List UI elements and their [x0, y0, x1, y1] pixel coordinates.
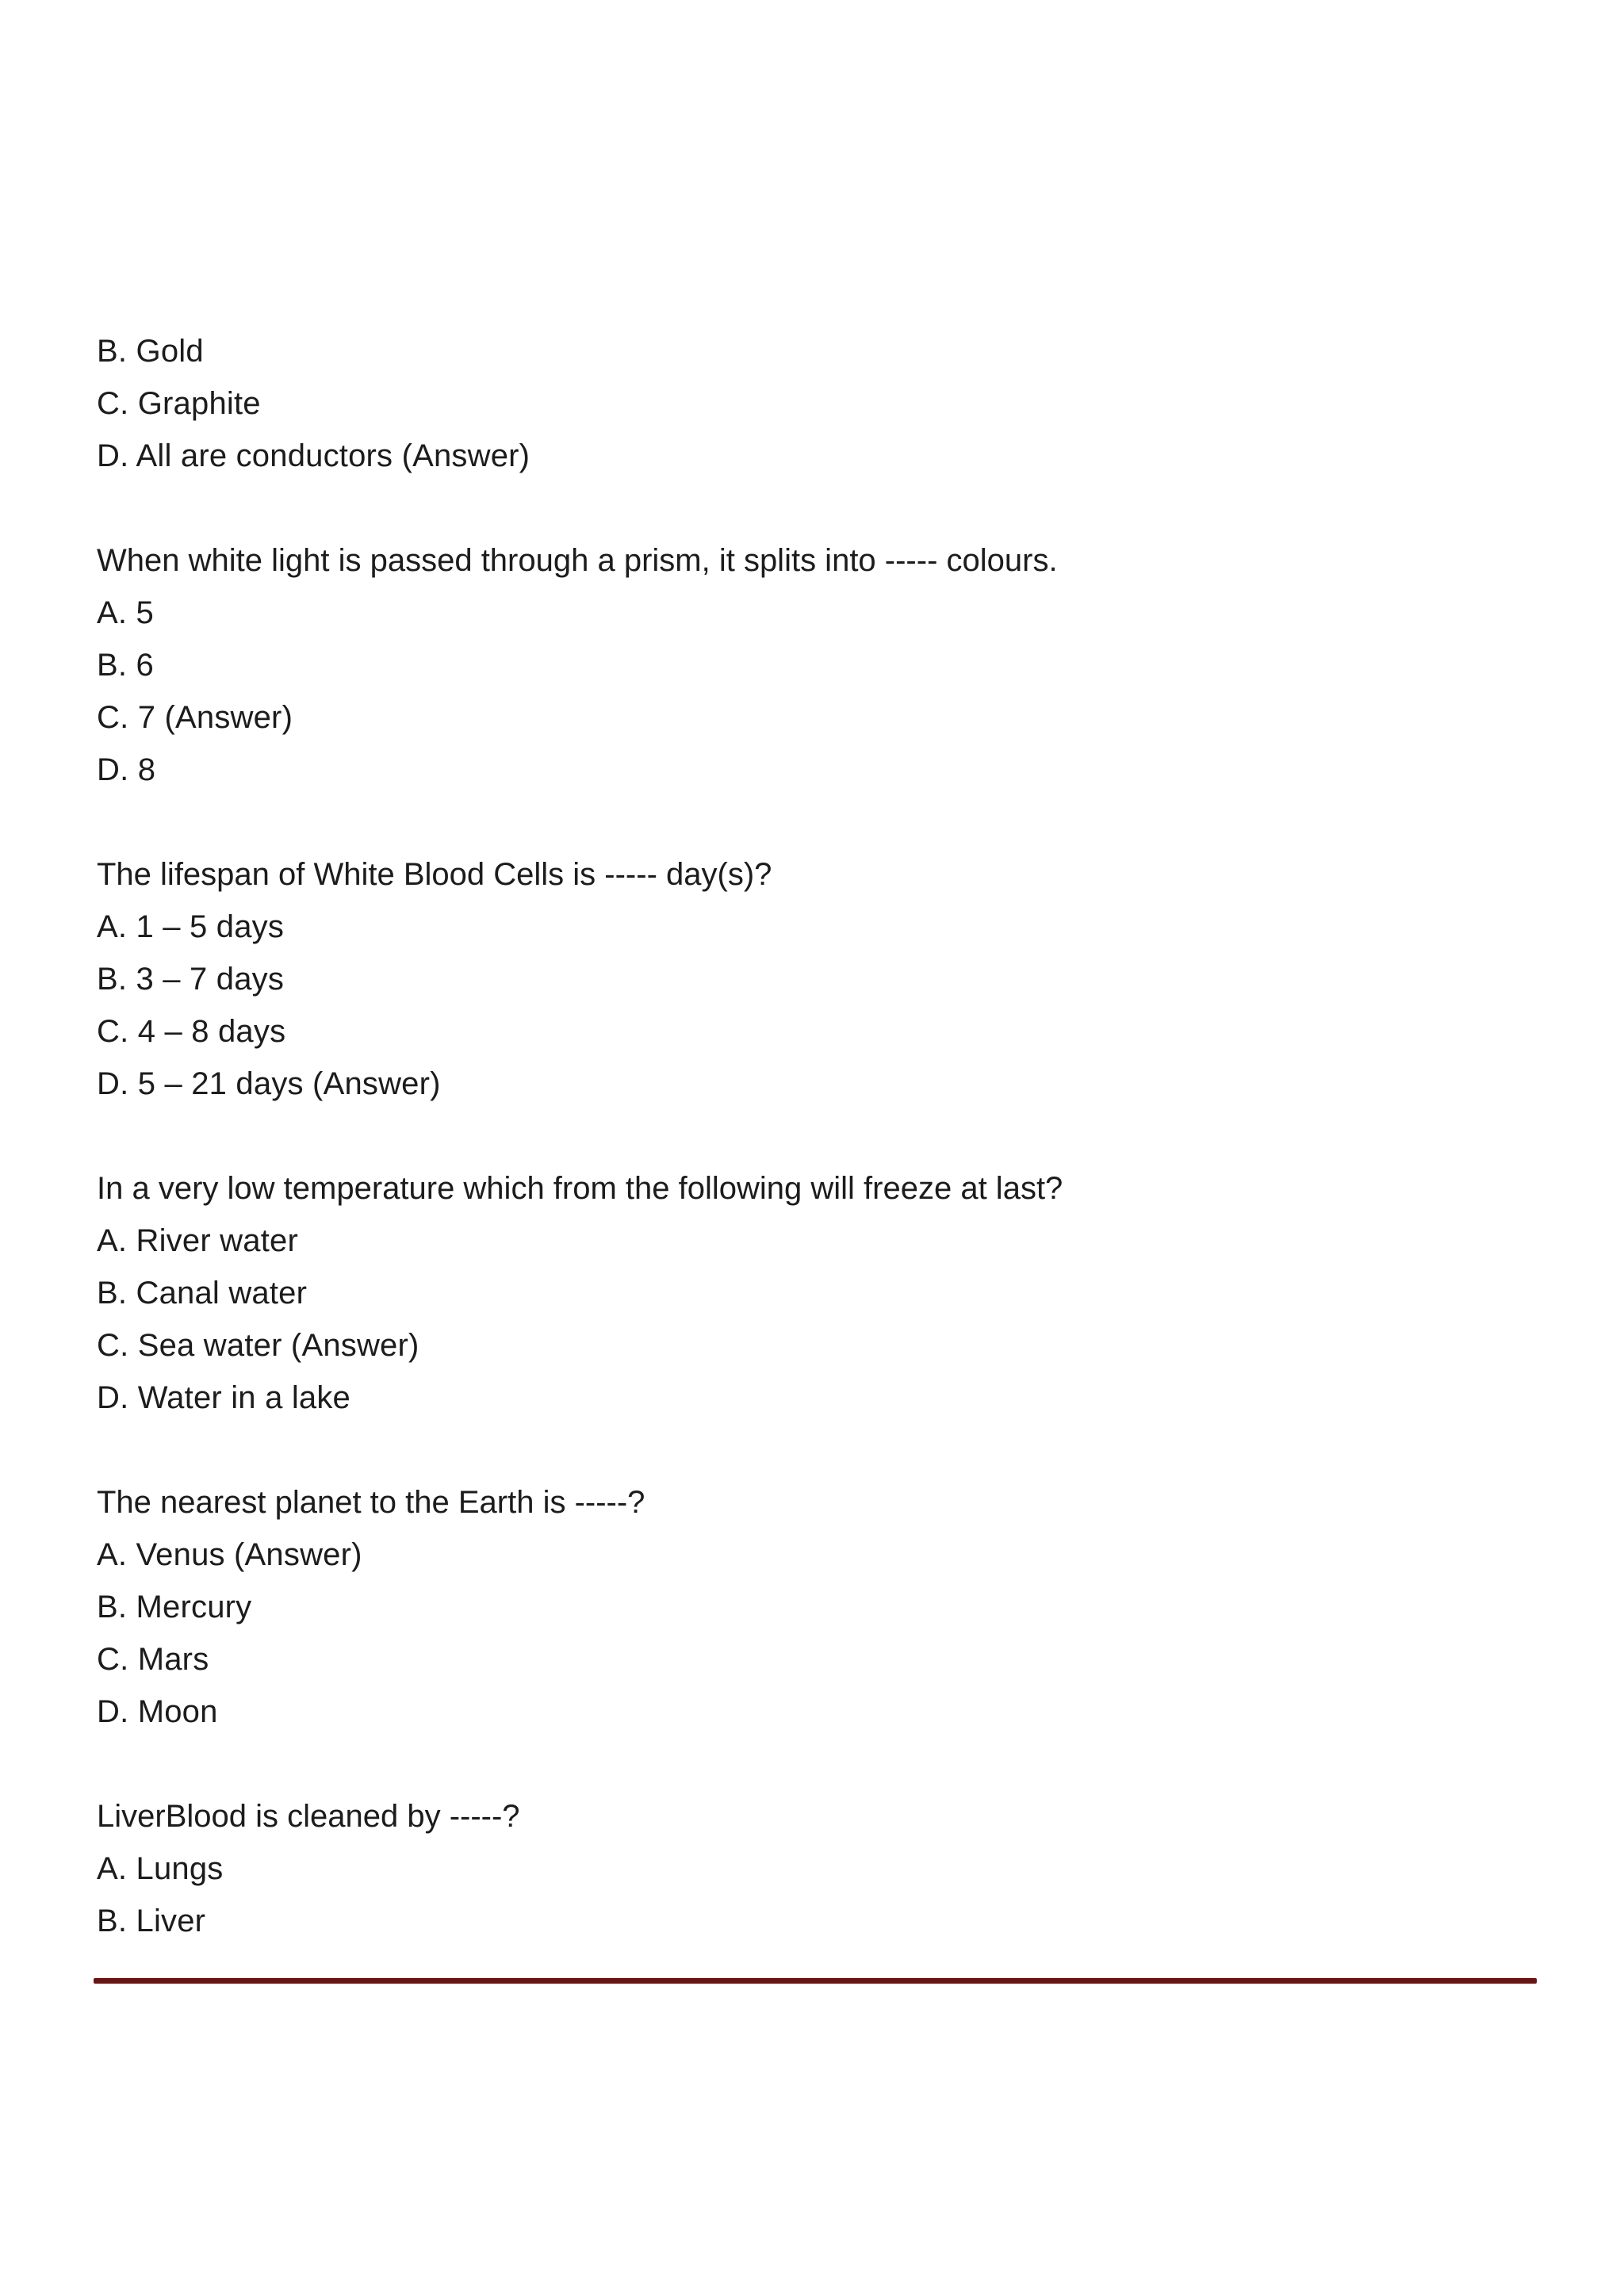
option-a: A. 1 – 5 days: [97, 909, 285, 944]
option-b: B. Liver: [97, 1904, 206, 1938]
option-b: B. 6: [97, 648, 154, 683]
option-d: D. Moon: [97, 1694, 218, 1729]
quiz-content: [97, 325, 1524, 1999]
question-block-freeze: [97, 1162, 1524, 1424]
question-block-prism: [97, 534, 1524, 796]
option-b: B. Canal water: [97, 1276, 308, 1311]
option-b: B. Gold: [97, 334, 204, 369]
footer-divider: [94, 1978, 1537, 1984]
question-text: LiverBlood is cleaned by -----?: [97, 1799, 520, 1834]
option-d: D. 5 – 21 days (Answer): [97, 1066, 441, 1101]
option-a: A. Venus (Answer): [97, 1537, 362, 1572]
option-a: A. River water: [97, 1223, 298, 1258]
option-a: A. Lungs: [97, 1851, 224, 1886]
option-d: D. Water in a lake: [97, 1380, 351, 1415]
question-block-blood: [97, 1790, 1524, 1947]
question-text: In a very low temperature which from the following will freeze at last?: [97, 1171, 1063, 1206]
option-c: C. 4 – 8 days: [97, 1014, 286, 1049]
option-c: C. 7 (Answer): [97, 700, 293, 735]
question-text: The lifespan of White Blood Cells is ----- day(s)?: [97, 857, 772, 892]
question-text: When white light is passed through a prism, it splits into ----- colours.: [97, 543, 1058, 578]
question-block-planet: [97, 1476, 1524, 1738]
question-block-wbc: [97, 848, 1524, 1110]
question-text: The nearest planet to the Earth is -----?: [97, 1485, 645, 1520]
option-d: D. 8: [97, 752, 156, 787]
option-c: C. Graphite: [97, 386, 261, 421]
continued-question-options: [97, 325, 1524, 482]
option-b: B. Mercury: [97, 1590, 252, 1624]
option-b: B. 3 – 7 days: [97, 962, 285, 997]
option-c: C. Sea water (Answer): [97, 1328, 419, 1363]
option-c: C. Mars: [97, 1642, 209, 1677]
option-d: D. All are conductors (Answer): [97, 438, 530, 473]
option-a: A. 5: [97, 595, 154, 630]
